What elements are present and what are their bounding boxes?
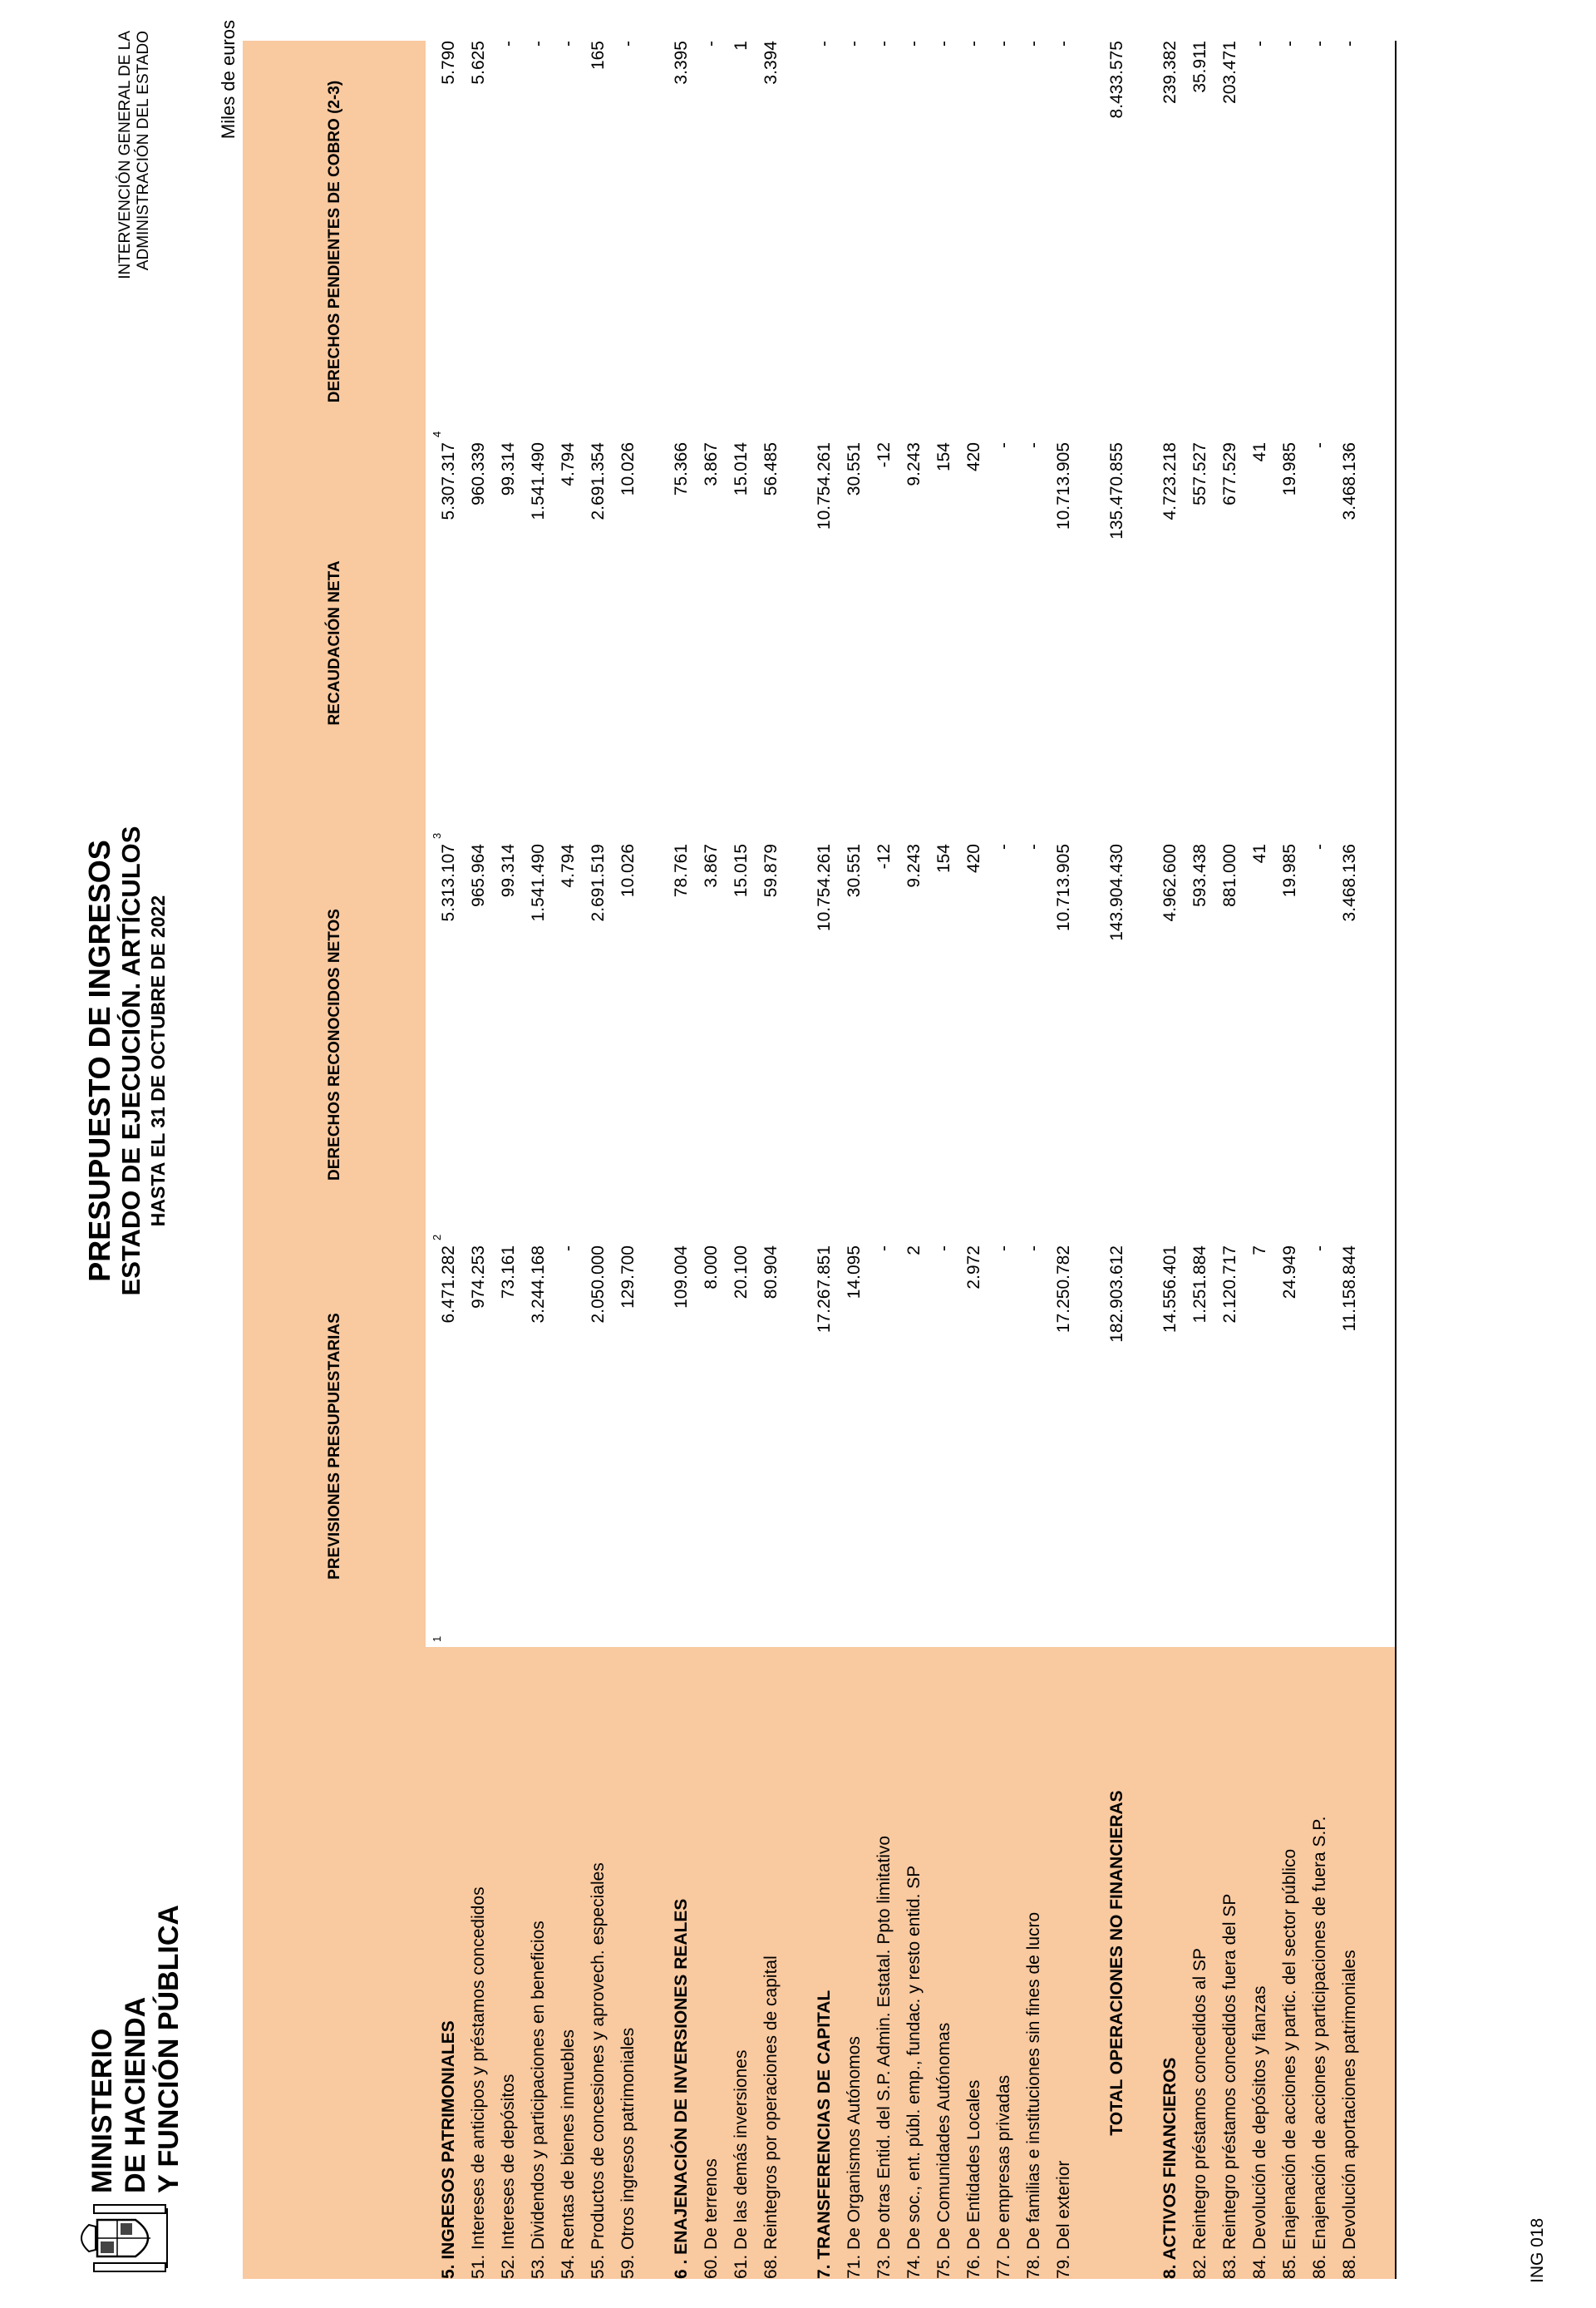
cell-recaudacion: 10.713.905 [1054, 442, 1073, 530]
cell-derechos-reconocidos: 78.761 [672, 844, 691, 898]
cell-previsiones: 73.161 [499, 1245, 518, 1299]
cell-derechos-pendientes: - [1024, 41, 1043, 47]
table-row [810, 41, 840, 2279]
cell-previsiones: 11.158.844 [1340, 1245, 1359, 1332]
table-row [1185, 41, 1215, 2279]
table-row [1049, 41, 1079, 2279]
cell-previsiones: 3.244.168 [529, 1245, 548, 1324]
cell-recaudacion: 15.014 [732, 442, 751, 496]
cell-derechos-pendientes: - [1280, 41, 1299, 47]
table-row [929, 41, 959, 2279]
cell-derechos-reconocidos: 593.438 [1190, 844, 1209, 907]
cell-previsiones: 17.250.782 [1054, 1245, 1073, 1334]
table-row [840, 41, 869, 2279]
cell-derechos-pendientes: 5.790 [439, 41, 458, 85]
cell-previsiones: 17.267.851 [815, 1245, 834, 1334]
ministry-line-3: Y FUNCIÓN PÚBLICA [153, 1905, 185, 2193]
cell-recaudacion: - [994, 442, 1013, 448]
row-label: 59. Otros ingresos patrimoniales [613, 1647, 643, 2279]
cell-derechos-pendientes: - [964, 41, 983, 47]
cell-derechos-pendientes: - [702, 41, 721, 47]
column-number-1: 1 [431, 1635, 443, 1642]
cell-recaudacion: 677.529 [1220, 442, 1239, 505]
cell-previsiones: 109.004 [672, 1245, 691, 1309]
row-label: 75. De Comunidades Autónomas [929, 1647, 959, 2279]
cell-previsiones: 2 [904, 1245, 924, 1255]
cell-derechos-reconocidos: 1.541.490 [529, 844, 548, 922]
column-number-2: 2 [431, 1234, 443, 1240]
cell-derechos-pendientes: - [934, 41, 953, 47]
form-code: ING 018 [1528, 2217, 1547, 2283]
cell-recaudacion: 5.307.317 [439, 442, 458, 520]
cell-derechos-reconocidos: 3.867 [702, 844, 721, 888]
row-label: 88. Devolución aportaciones patrimoniales [1335, 1647, 1365, 2279]
table-row [959, 41, 989, 2279]
table-row [697, 41, 727, 2279]
cell-previsiones: 24.949 [1280, 1245, 1299, 1299]
cell-derechos-pendientes: 5.625 [469, 41, 488, 85]
units-label: Miles de euros [218, 20, 239, 140]
ministry-line-2: DE HACIENDA [120, 1996, 151, 2193]
cell-derechos-reconocidos: 965.964 [469, 844, 488, 907]
cell-derechos-reconocidos: 41 [1250, 844, 1269, 864]
cell-previsiones: 2.050.000 [589, 1245, 608, 1324]
cell-previsiones: 14.556.401 [1160, 1245, 1180, 1334]
cell-previsiones: 2.120.717 [1220, 1245, 1239, 1324]
table-row [899, 41, 929, 2279]
cell-previsiones: 80.904 [761, 1245, 781, 1299]
cell-recaudacion: 3.867 [702, 442, 721, 486]
table-row [524, 41, 554, 2279]
row-label: 74. De soc., ent. públ. emp., fundac. y resto entid. SP [899, 1647, 929, 2279]
cell-previsiones: - [934, 1245, 953, 1251]
cell-previsiones: 7 [1250, 1245, 1269, 1255]
cell-derechos-reconocidos: 143.904.430 [1107, 844, 1126, 941]
cell-recaudacion: 75.366 [672, 442, 691, 496]
cell-recaudacion: 19.985 [1280, 442, 1299, 496]
table-row [667, 41, 697, 2279]
cell-previsiones: 2.972 [964, 1245, 983, 1290]
row-label: 83. Reintegro préstamos concedidos fuera del SP [1215, 1647, 1245, 2279]
cell-derechos-reconocidos: 10.713.905 [1054, 844, 1073, 932]
cell-derechos-reconocidos: 59.879 [761, 844, 781, 898]
ministry-line-1: MINISTERIO [86, 2028, 118, 2193]
cell-derechos-reconocidos: - [994, 844, 1013, 850]
header-derechos-pendientes: DERECHOS PENDIENTES DE COBRO (2-3) 4 [243, 41, 426, 442]
cell-recaudacion: 9.243 [904, 442, 924, 486]
row-label: 82. Reintegro préstamos concedidos al SP [1185, 1647, 1215, 2279]
table-row [426, 41, 464, 2279]
table-row [464, 41, 494, 2279]
cell-recaudacion: 4.794 [559, 442, 578, 486]
row-label: 55. Productos de concesiones y aprovech. especiales [584, 1647, 613, 2279]
cell-recaudacion: - [1024, 442, 1043, 448]
cell-derechos-pendientes: - [559, 41, 578, 47]
cell-recaudacion: 4.723.218 [1160, 442, 1180, 520]
table-row [554, 41, 584, 2279]
table-row [727, 41, 756, 2279]
cell-recaudacion: 960.339 [469, 442, 488, 505]
row-label: 7. TRANSFERENCIAS DE CAPITAL [810, 1647, 840, 2279]
cell-derechos-pendientes: - [1310, 41, 1329, 47]
cell-recaudacion: 10.754.261 [815, 442, 834, 530]
table-row [1245, 41, 1275, 2279]
cell-derechos-reconocidos: 4.794 [559, 844, 578, 888]
header-previsiones: PREVISIONES PRESUPUESTARIAS 1 [243, 1245, 426, 1647]
cell-previsiones: - [559, 1245, 578, 1251]
cell-derechos-pendientes: - [845, 41, 864, 47]
title-line-1: PRESUPUESTO DE INGRESOS [82, 840, 116, 1282]
cell-derechos-pendientes: - [1054, 41, 1073, 47]
row-label: 76. De Entidades Locales [959, 1647, 989, 2279]
cell-derechos-pendientes: 165 [589, 41, 608, 71]
title-line-3: HASTA EL 31 DE OCTUBRE DE 2022 [147, 895, 169, 1227]
cell-recaudacion: 99.314 [499, 442, 518, 496]
cell-derechos-reconocidos: 10.754.261 [815, 844, 834, 932]
column-number-4: 4 [431, 431, 443, 437]
cell-recaudacion: -12 [874, 442, 894, 468]
cell-recaudacion: 135.470.855 [1107, 442, 1126, 540]
cell-recaudacion: 420 [964, 442, 983, 472]
row-label: 85. Enajenación de acciones y partic. del sector público [1275, 1647, 1305, 2279]
spacer-row [643, 41, 667, 2279]
cell-previsiones: - [874, 1245, 894, 1251]
cell-previsiones: 8.000 [702, 1245, 721, 1290]
cell-previsiones: 6.471.282 [439, 1245, 458, 1324]
cell-derechos-reconocidos: 99.314 [499, 844, 518, 898]
row-label: TOTAL OPERACIONES NO FINANCIERAS [1102, 1647, 1132, 2279]
row-label: 77. De empresas privadas [989, 1647, 1019, 2279]
cell-derechos-reconocidos: 30.551 [845, 844, 864, 898]
cell-derechos-pendientes: 3.395 [672, 41, 691, 85]
report-title [83, 687, 170, 1435]
cell-derechos-reconocidos: 154 [934, 844, 953, 874]
row-label: 79. Del exterior [1049, 1647, 1079, 2279]
cell-derechos-pendientes: - [618, 41, 638, 47]
cell-derechos-pendientes: 3.394 [761, 41, 781, 85]
cell-previsiones: 182.903.612 [1107, 1245, 1126, 1343]
cell-derechos-pendientes: 8.433.575 [1107, 41, 1126, 119]
cell-derechos-reconocidos: 5.313.107 [439, 844, 458, 922]
table-row [989, 41, 1019, 2279]
column-number-3: 3 [431, 832, 443, 839]
spacer-row [786, 41, 810, 2279]
cell-derechos-reconocidos: 9.243 [904, 844, 924, 888]
cell-previsiones: 129.700 [618, 1245, 638, 1309]
ministry-name [86, 1905, 185, 2193]
table-row [1275, 41, 1305, 2279]
cell-derechos-reconocidos: - [1024, 844, 1043, 850]
row-label: 61. De las demás inversiones [727, 1647, 756, 2279]
cell-derechos-pendientes: - [499, 41, 518, 47]
cell-derechos-pendientes: - [904, 41, 924, 47]
table-row [1019, 41, 1049, 2279]
row-label: 52. Intereses de depósitos [494, 1647, 524, 2279]
row-label: 84. Devolución de depósitos y fianzas [1245, 1647, 1275, 2279]
row-label: 73. De otras Entid. del S.P. Admin. Estatal. Ppto limitativo [869, 1647, 899, 2279]
row-label: 78. De familias e instituciones sin fines de lucro [1019, 1647, 1049, 2279]
cell-derechos-pendientes: - [994, 41, 1013, 47]
revenue-table [243, 41, 1396, 2279]
cell-derechos-reconocidos: 420 [964, 844, 983, 874]
cell-previsiones: - [1024, 1245, 1043, 1251]
table-row [613, 41, 643, 2279]
cell-previsiones: 974.253 [469, 1245, 488, 1309]
title-line-2: ESTADO DE EJECUCIÓN. ARTÍCULOS [116, 826, 145, 1296]
table-row [756, 41, 786, 2279]
cell-derechos-reconocidos: 19.985 [1280, 844, 1299, 898]
cell-recaudacion: 30.551 [845, 442, 864, 496]
cell-previsiones: 14.095 [845, 1245, 864, 1299]
row-label: 6 . ENAJENACIÓN DE INVERSIONES REALES [667, 1647, 697, 2279]
cell-derechos-reconocidos: 881.000 [1220, 844, 1239, 907]
header-derechos-reconocidos: DERECHOS RECONOCIDOS NETOS 2 [243, 844, 426, 1245]
cell-derechos-pendientes: - [815, 41, 834, 47]
issuer [116, 31, 153, 279]
cell-derechos-reconocidos: 2.691.519 [589, 844, 608, 922]
cell-recaudacion: 1.541.490 [529, 442, 548, 520]
coat-of-arms-icon [71, 2200, 179, 2276]
row-label: 86. Enajenación de acciones y participaciones de fuera S.P. [1305, 1647, 1335, 2279]
cell-derechos-pendientes: - [1340, 41, 1359, 47]
table-row [1305, 41, 1335, 2279]
row-label: 8. ACTIVOS FINANCIEROS [1155, 1647, 1185, 2279]
cell-derechos-reconocidos: - [1310, 844, 1329, 850]
cell-recaudacion: - [1310, 442, 1329, 448]
row-label: 71. De Organismos Autónomos [840, 1647, 869, 2279]
cell-previsiones: 20.100 [732, 1245, 751, 1299]
table-end-row [1365, 41, 1396, 2279]
cell-recaudacion: 154 [934, 442, 953, 472]
cell-previsiones: - [1310, 1245, 1329, 1251]
table-row [869, 41, 899, 2279]
cell-recaudacion: 2.691.354 [589, 442, 608, 520]
row-label: 68. Reintegros por operaciones de capital [756, 1647, 786, 2279]
cell-recaudacion: 56.485 [761, 442, 781, 496]
cell-previsiones: - [994, 1245, 1013, 1251]
cell-derechos-pendientes: 239.382 [1160, 41, 1180, 104]
cell-recaudacion: 3.468.136 [1340, 442, 1359, 520]
table-row [584, 41, 613, 2279]
cell-derechos-pendientes: 35.911 [1190, 41, 1209, 93]
spacer-row [1079, 41, 1102, 2279]
issuer-line-1: INTERVENCIÓN GENERAL DE LA [116, 31, 134, 279]
table-row [1215, 41, 1245, 2279]
cell-derechos-reconocidos: 15.015 [732, 844, 751, 898]
cell-derechos-reconocidos: 4.962.600 [1160, 844, 1180, 922]
cell-derechos-pendientes: - [874, 41, 894, 47]
cell-recaudacion: 41 [1250, 442, 1269, 462]
table-row [1155, 41, 1185, 2279]
cell-derechos-reconocidos: 10.026 [618, 844, 638, 898]
row-label: 54. Rentas de bienes inmuebles [554, 1647, 584, 2279]
cell-derechos-reconocidos: -12 [874, 844, 894, 870]
cell-derechos-pendientes: 203.471 [1220, 41, 1239, 104]
table-row [494, 41, 524, 2279]
row-label: 60. De terrenos [697, 1647, 727, 2279]
header-concept [243, 1647, 426, 2279]
header-recaudacion: RECAUDACIÓN NETA 3 [243, 442, 426, 844]
row-label: 51. Intereses de anticipos y préstamos concedidos [464, 1647, 494, 2279]
spacer-row [1132, 41, 1155, 2279]
row-label: 53. Dividendos y participaciones en beneficios [524, 1647, 554, 2279]
cell-derechos-reconocidos: 3.468.136 [1340, 844, 1359, 922]
cell-derechos-pendientes: 1 [732, 41, 751, 51]
table-row [1335, 41, 1365, 2279]
cell-recaudacion: 557.527 [1190, 442, 1209, 505]
cell-derechos-pendientes: - [1250, 41, 1269, 47]
issuer-line-2: ADMINISTRACIÓN DEL ESTADO [135, 31, 152, 271]
cell-previsiones: 1.251.884 [1190, 1245, 1209, 1324]
total-row [1102, 41, 1132, 2279]
table-header-row [243, 41, 426, 2279]
row-label: 5. INGRESOS PATRIMONIALES [426, 1647, 464, 2279]
cell-derechos-pendientes: - [529, 41, 548, 47]
cell-recaudacion: 10.026 [618, 442, 638, 496]
